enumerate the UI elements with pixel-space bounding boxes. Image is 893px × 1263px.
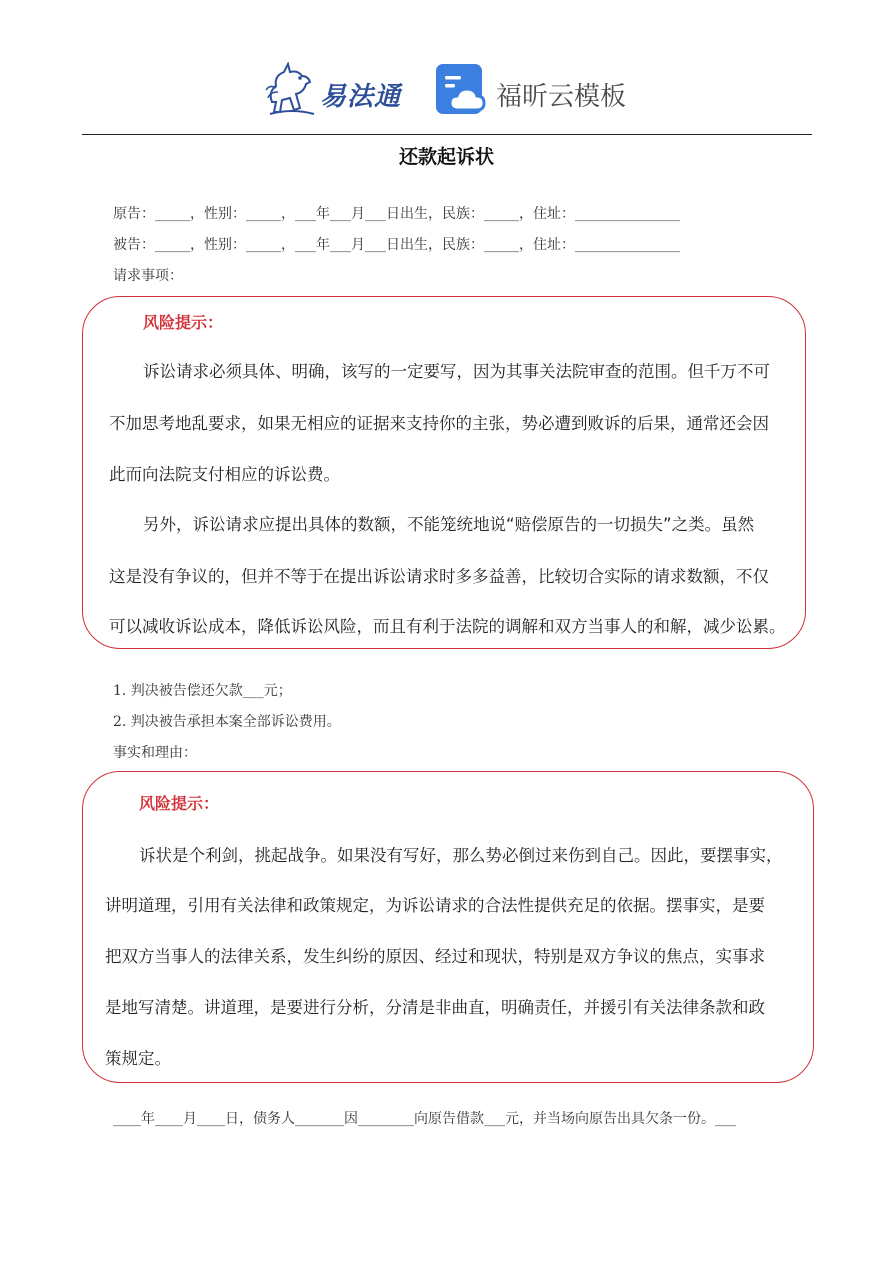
risk-text-line: 策规定。 (105, 1049, 171, 1068)
risk-text-line: 另外，诉讼请求应提出具体的数额，不能笼统地说“赔偿原告的一切损失”之类。虽然 (143, 515, 755, 534)
unicorn-icon (262, 62, 320, 118)
risk-label: 风险提示： (139, 794, 220, 813)
document-title: 还款起诉状 (398, 146, 494, 168)
foxit-template-logo (436, 64, 636, 118)
claim-item-1: 1. 判决被告偿还欠款___元； (113, 683, 292, 699)
yifatong-logo (262, 62, 412, 118)
logo1-text: 易法通 (320, 82, 402, 112)
risk-text-line: 把双方当事人的法律关系，发生纠纷的原因、经过和现状，特别是双方争议的焦点，实事求 (105, 947, 765, 966)
claims-heading: 请求事项： (113, 268, 183, 284)
claim-item-2: 2. 判决被告承担本案全部诉讼费用。 (113, 714, 341, 730)
risk-text-line: 不加思考地乱要求，如果无相应的证据来支持你的主张，势必遭到败诉的后果，通常还会因 (109, 414, 769, 433)
defendant-line: 被告：_____，性别：_____，___年___月___日出生，民族：_____，住址：_______________ (113, 237, 680, 253)
risk-text-line: 这是没有争议的，但并不等于在提出诉讼请求时多多益善，比较切合实际的请求数额，不仅 (109, 567, 769, 586)
risk-text-line: 诉状是个利剑，挑起战争。如果没有写好，那么势必倒过来伤到自己。因此，要摆事实， (139, 846, 783, 865)
facts-line: ____年____月____日，债务人_______因________向原告借款___元，并当场向原告出具欠条一份。___ (113, 1111, 736, 1127)
risk-box-claims (82, 296, 806, 649)
logo2-text: 福昕云模板 (496, 82, 627, 112)
header (0, 58, 893, 122)
risk-text-line: 可以减收诉讼成本，降低诉讼风险，而且有利于法院的调解和双方当事人的和解，减少讼累。 (109, 617, 786, 636)
risk-label: 风险提示： (143, 313, 224, 332)
facts-heading: 事实和理由： (113, 745, 197, 761)
risk-text-line: 是地写清楚。讲道理，是要进行分析，分清是非曲直，明确责任，并援引有关法律条款和政 (105, 998, 765, 1017)
risk-text-line: 讲明道理，引用有关法律和政策规定，为诉讼请求的合法性提供充足的依据。摆事实，是要 (105, 896, 765, 915)
risk-text-line: 诉讼请求必须具体、明确，该写的一定要写，因为其事关法院审查的范围。但千万不可 (143, 362, 770, 381)
risk-box-facts (82, 771, 814, 1083)
plaintiff-line: 原告：_____，性别：_____，___年___月___日出生，民族：_____，住址：_______________ (113, 206, 680, 222)
risk-text-line: 此而向法院支付相应的诉讼费。 (109, 465, 340, 484)
cloud-document-icon (436, 64, 486, 116)
header-divider (82, 134, 812, 135)
